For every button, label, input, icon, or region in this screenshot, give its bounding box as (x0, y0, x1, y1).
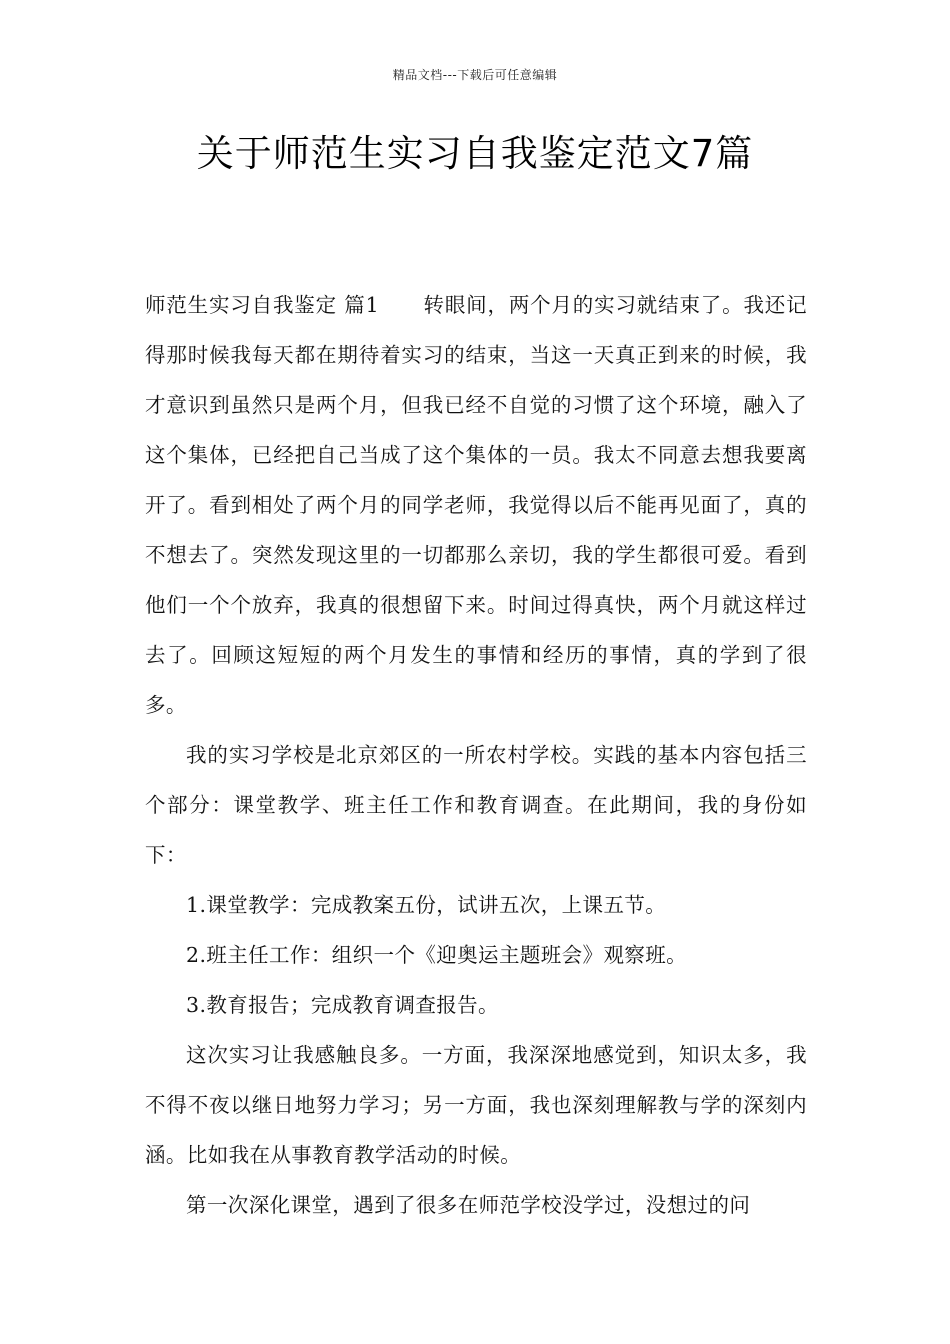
list-item-3: 3.教育报告；完成教育调查报告。 (186, 993, 499, 1017)
paragraph-4: 第一次深化课堂，遇到了很多在师范学校没学过，没想过的问 (186, 1193, 751, 1217)
paragraph-3: 这次实习让我感触良多。一方面，我深深地感觉到，知识太多，我不得不夜以继日地努力学习；另一方面，我也深刻理解教与学的深刻内涵。比如我在从事教育教学活动的时候。 (145, 1043, 807, 1167)
list-item-2: 2.班主任工作：组织一个《迎奥运主题班会》观察班。 (186, 943, 688, 967)
paragraph-1-text: 转眼间，两个月的实习就结束了。我还记得那时候我每天都在期待着实习的结束，当这一天真正到来的时候，我才意识到虽然只是两个月，但我已经不自觉的习惯了这个环境，融入了这个集体，已经把自己当成了这个集体的一员。我太不同意去想我要离开了。看到相处了两个月的同学老师，我觉得以后不能再见面了，真的不想去了。突然发现这里的一切都那么亲切，我的学生都很可爱。看到他们一个个放弃，我真的很想留下来。时间过得真快，两个月就这样过去了。回顾这短短的两个月发生的事情和经历的事情，真的学到了很多。 (145, 293, 807, 717)
header-note: 精品文档---下载后可任意编辑 (392, 68, 558, 82)
document-body (145, 280, 807, 1230)
list-item-1: 1.课堂教学：完成教案五份，试讲五次，上课五节。 (186, 893, 667, 917)
paragraph-1 (145, 280, 807, 730)
paragraph-2: 我的实习学校是北京郊区的一所农村学校。实践的基本内容包括三个部分：课堂教学、班主任工作和教育调查。在此期间，我的身份如下： (145, 743, 807, 867)
document-title: 关于师范生实习自我鉴定范文7篇 (196, 132, 754, 175)
section-label: 师范生实习自我鉴定 篇1 (145, 293, 380, 317)
